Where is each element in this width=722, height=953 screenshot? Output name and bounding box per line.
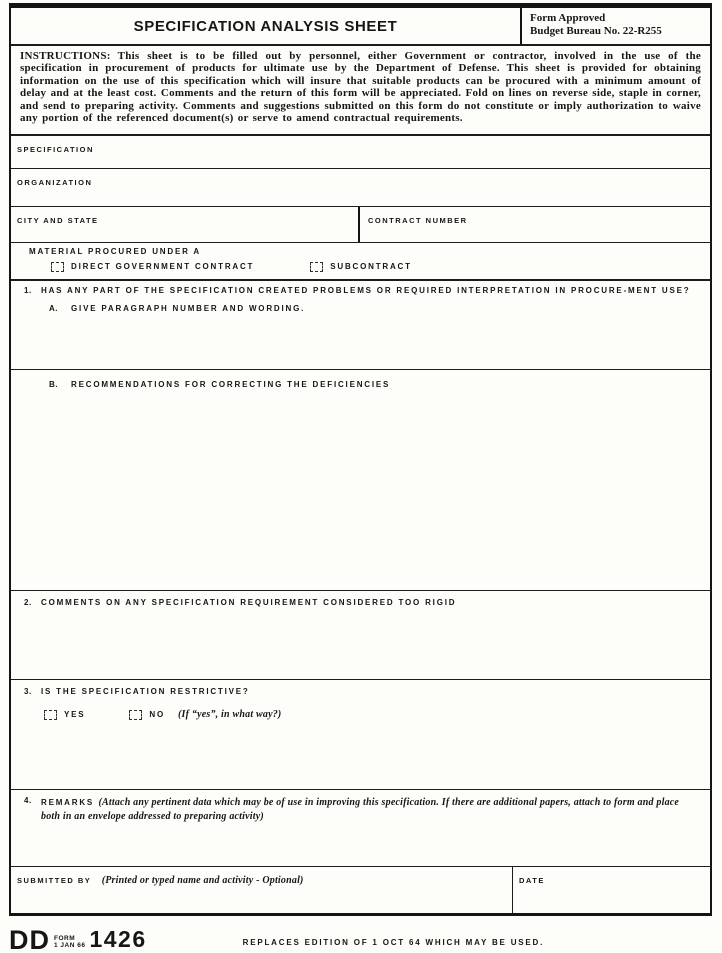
item2-number: 2. [24, 598, 32, 607]
material-procured-section [11, 243, 710, 281]
no-label: NO [149, 710, 166, 719]
item1-question [11, 281, 710, 296]
remarks-label: REMARKS [41, 798, 95, 807]
subcontract-label: SUBCONTRACT [330, 262, 412, 271]
contract-number-label: CONTRACT NUMBER [368, 216, 468, 225]
item3-yes-no-row [11, 709, 710, 720]
item2-question [11, 591, 710, 608]
form-border [9, 3, 712, 916]
item1b-text: RECOMMENDATIONS FOR CORRECTING THE DEFICIENCIES [71, 380, 391, 389]
submitted-by-field[interactable] [11, 867, 512, 913]
item3-number: 3. [24, 687, 32, 696]
no-checkbox[interactable] [129, 710, 142, 720]
city-contract-row [11, 207, 710, 243]
submitted-by-note: (Printed or typed name and activity - Optional) [101, 875, 304, 886]
direct-contract-label: DIRECT GOVERNMENT CONTRACT [71, 262, 255, 271]
item3-section[interactable] [11, 680, 710, 790]
instructions-block [11, 46, 710, 136]
yes-option[interactable] [44, 709, 85, 720]
dd-prefix: DD [9, 925, 50, 953]
item1-section [11, 281, 710, 591]
approval-line1: Form Approved [530, 12, 606, 24]
form-number-block [9, 925, 147, 953]
yes-checkbox[interactable] [44, 710, 57, 720]
approval-line2: Budget Bureau No. 22-R255 [530, 25, 662, 37]
item1a-text: GIVE PARAGRAPH NUMBER AND WORDING. [71, 304, 306, 313]
item3-note: (If “yes”, in what way?) [178, 709, 282, 720]
direct-contract-checkbox[interactable] [51, 262, 64, 272]
item4-number: 4. [24, 796, 32, 805]
remarks-note: (Attach any pertinent data which may be of use in improving this specification. If there are additional papers, attach to form and place both in an envelope addressed to preparing activity) [41, 797, 680, 822]
submitted-by-label: SUBMITTED BY [17, 876, 92, 885]
item2-section[interactable] [11, 591, 710, 680]
form-footer [9, 925, 712, 953]
item1-question-text: HAS ANY PART OF THE SPECIFICATION CREATED PROBLEMS OR REQUIRED INTERPRETATION IN PROCURE-MENT USE? [41, 286, 691, 295]
approval-box [520, 8, 710, 44]
item4-section[interactable] [11, 790, 710, 867]
replaces-note: REPLACES EDITION OF 1 OCT 64 WHICH MAY BE USED. [242, 938, 545, 947]
yes-label: YES [64, 710, 86, 719]
form-word: FORM [54, 935, 76, 942]
item4-heading [11, 790, 710, 822]
instructions-body: This sheet is to be filled out by personnel, either Government or contractor, involved in the use of the specification in procurement of products for ultimate use by the Department of Defense. This sheet is provided for obtaining information on the use of this specification which will insure that suitable products can be procured with a minimum amount of delay and at the least cost. Comments and the return of this form will be appreciated. Fold on lines on reverse side, staple in corner, and send to preparing activity. Comments and suggestions submitted on this form do not constitute or imply authorization to waive any portion of the referenced document(s) or serve to amend contractual requirements. [20, 50, 701, 125]
no-option[interactable] [129, 709, 165, 720]
item1-part-b[interactable] [11, 370, 710, 590]
item1-part-a[interactable] [11, 281, 710, 370]
city-state-field[interactable] [11, 207, 360, 242]
organization-field[interactable] [11, 169, 710, 207]
submitted-row [11, 867, 710, 913]
direct-contract-option[interactable] [51, 261, 254, 272]
form-word-date-stack [54, 935, 85, 949]
title-cell [11, 8, 520, 44]
city-state-label: CITY AND STATE [17, 216, 99, 225]
item1a-heading [11, 303, 710, 314]
date-field[interactable] [512, 867, 710, 913]
form-title: SPECIFICATION ANALYSIS SHEET [133, 17, 398, 35]
subcontract-checkbox[interactable] [310, 262, 323, 272]
form-date: 1 JAN 66 [54, 942, 86, 949]
material-options [11, 261, 710, 272]
item1a-letter: A. [49, 304, 58, 313]
instructions-label: INSTRUCTIONS: [20, 50, 111, 62]
form-number: 1426 [89, 926, 147, 952]
specification-field[interactable] [11, 136, 710, 169]
organization-label: ORGANIZATION [17, 178, 93, 187]
item3-question [11, 680, 710, 697]
item1b-heading [11, 379, 710, 390]
item2-question-text: COMMENTS ON ANY SPECIFICATION REQUIREMENT CONSIDERED TOO RIGID [41, 598, 457, 607]
specification-label: SPECIFICATION [17, 145, 94, 154]
material-procured-label: MATERIAL PROCURED UNDER A [29, 247, 201, 256]
item1-number: 1. [24, 286, 32, 295]
date-label: DATE [519, 876, 545, 885]
form-header [11, 8, 710, 46]
item1b-letter: B. [49, 380, 58, 389]
subcontract-option[interactable] [310, 261, 412, 272]
contract-number-field[interactable] [360, 207, 710, 242]
item3-question-text: IS THE SPECIFICATION RESTRICTIVE? [41, 687, 250, 696]
